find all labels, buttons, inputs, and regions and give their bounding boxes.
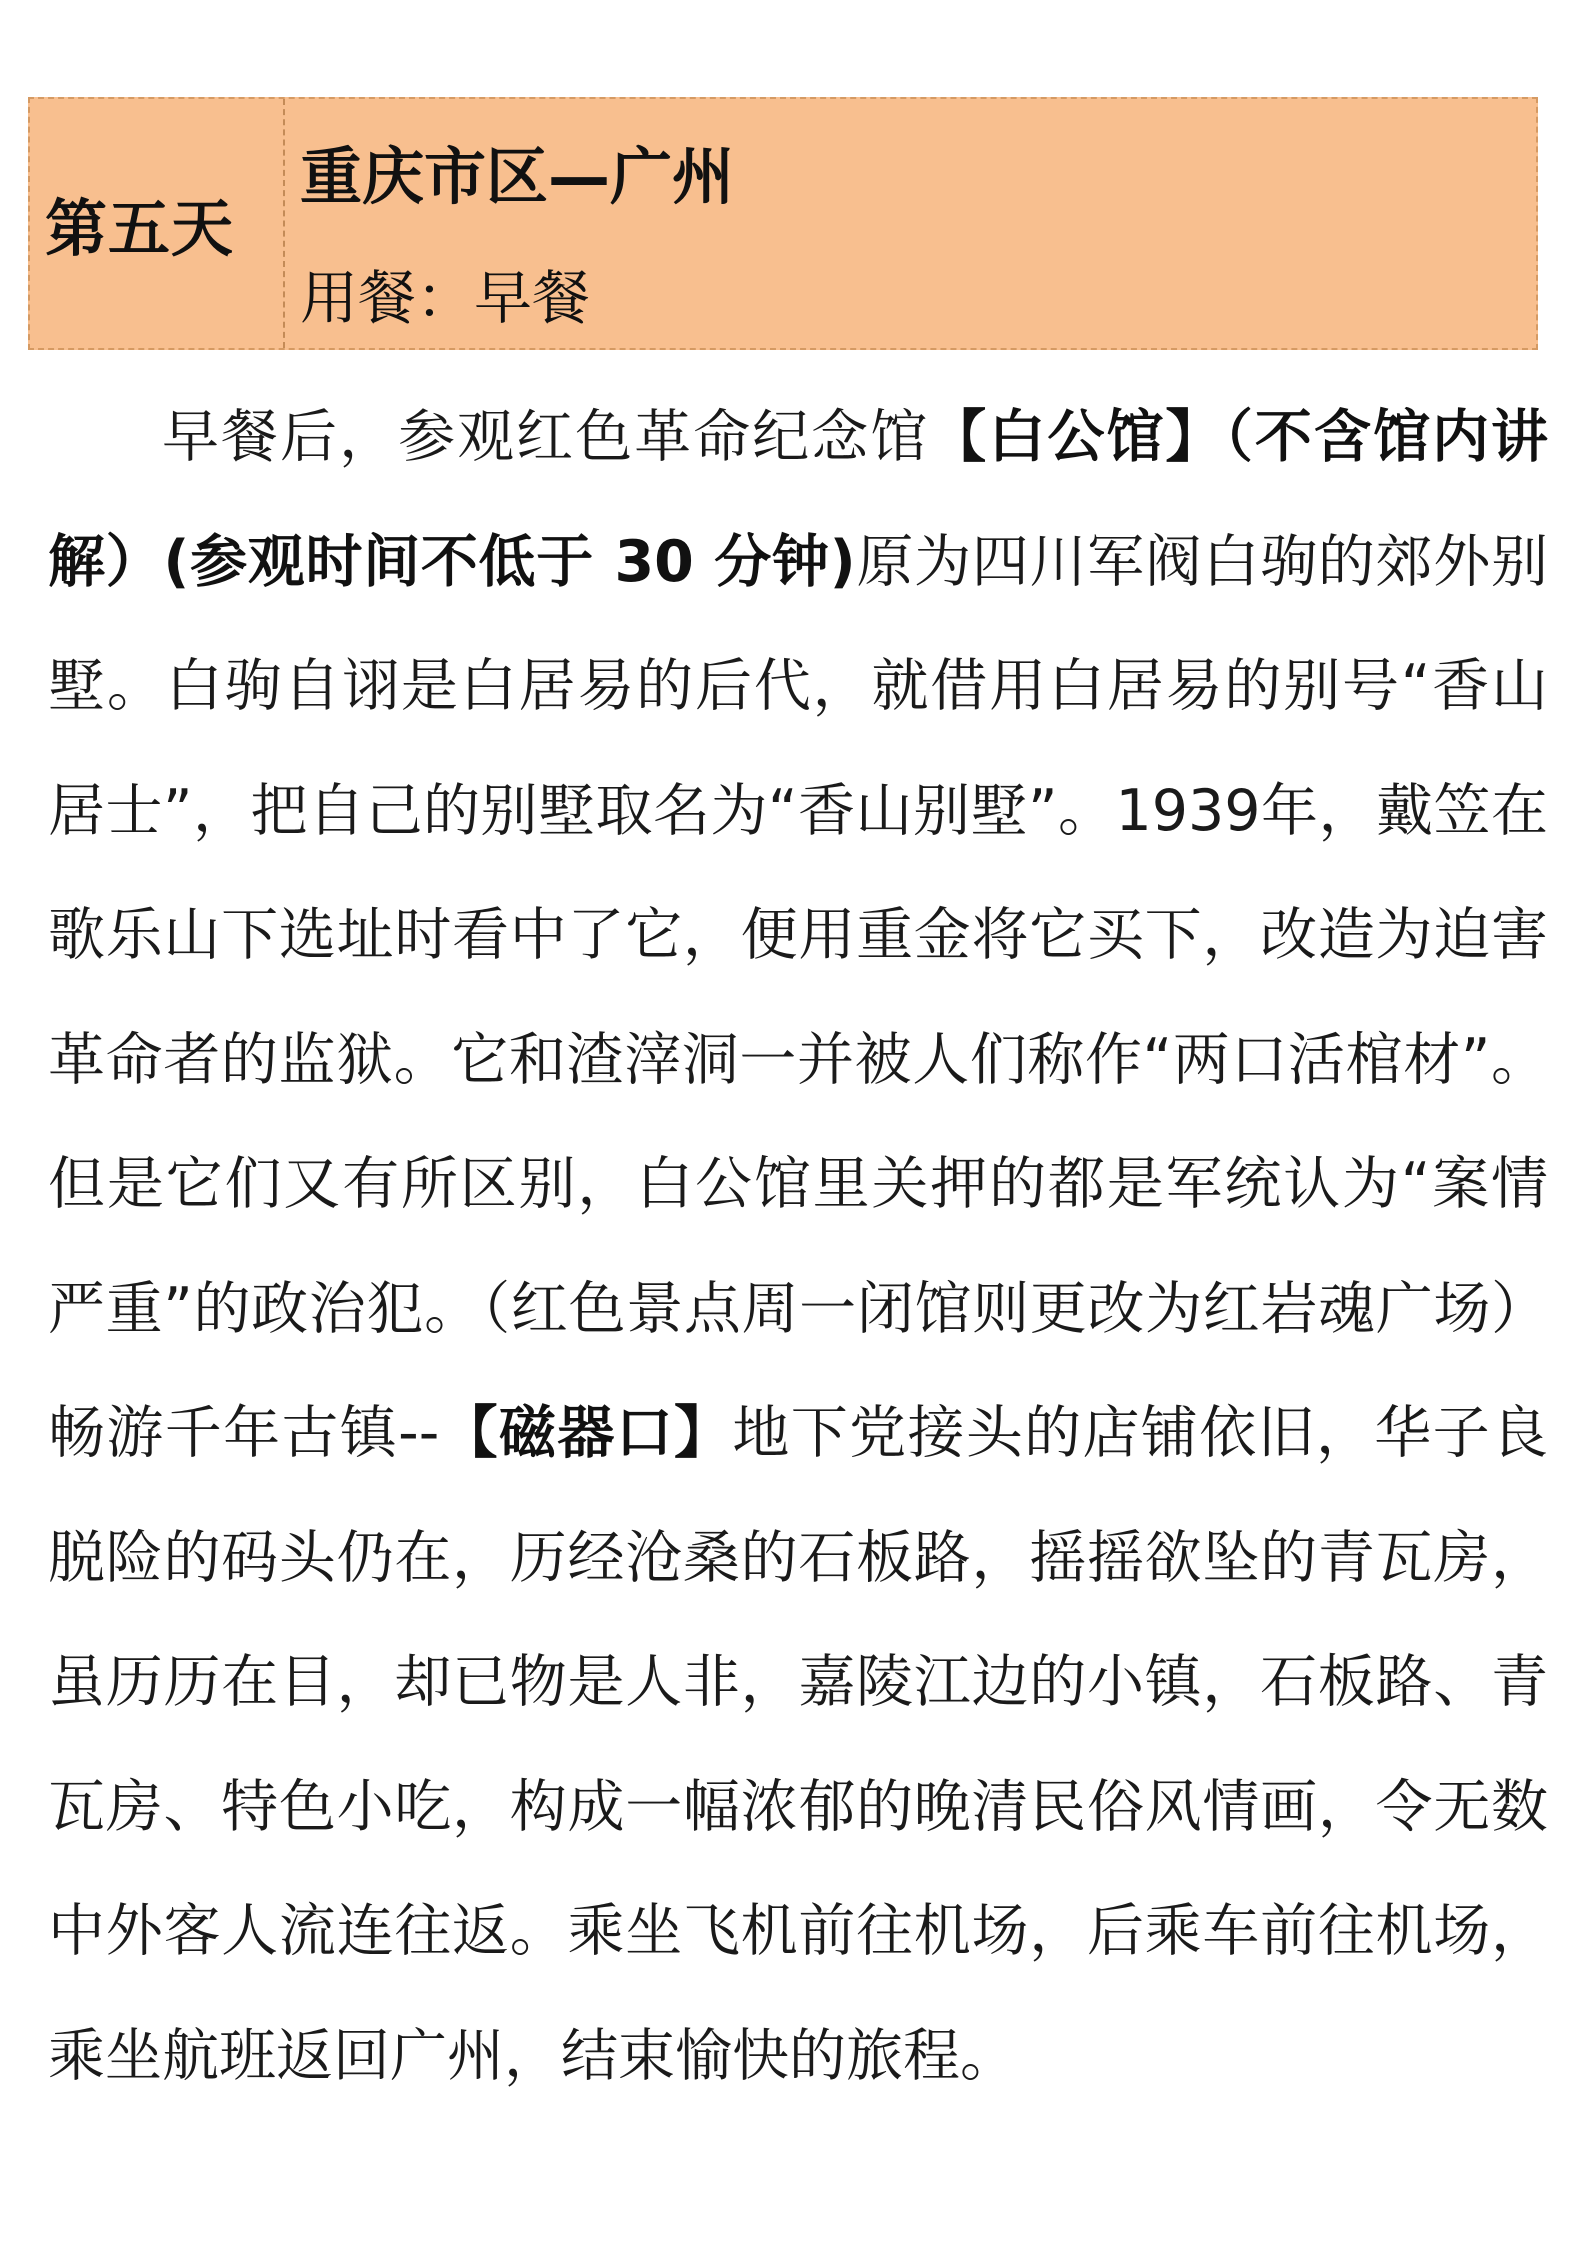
paragraph-text-3: 地下党接头的店铺依旧，华子良脱险的码头仍在，历经沧桑的石板路，摇摇欲坠的青瓦房，虽历历在目，却已物是人非，嘉陵江边的小镇，石板路、青瓦房、特色小吃，构成一幅浓郁的晚清民俗风情画，令无数中外客人流连往返。乘坐飞机前往机场，后乘车前往机场，乘坐航班返回广州，结束愉快的旅程。	[48, 1400, 1549, 2089]
meals-info: 用餐：早餐	[300, 264, 591, 332]
paragraph-text-2: 原为四川军阀白驹的郊外别墅。白驹自诩是白居易的后代，就借用白居易的别号“香山居士”，把自己的别墅取名为“香山别墅”。1939年，戴笠在歌乐山下选址时看中了它，便用重金将它买下，改造为迫害革命者的监狱。它和渣滓洞一并被人们称作“两口活棺材”。但是它们又有所区别，白公馆里关押的都是军统认为“案情严重”的政治犯。（红色景点周一闭馆则更改为红岩魂广场）畅游千年古镇--	[48, 528, 1548, 1466]
day-header	[28, 97, 1538, 350]
day-label: 第五天	[45, 192, 235, 265]
route-title: 重庆市区—广州	[300, 140, 735, 213]
itinerary-paragraph	[48, 375, 1548, 2118]
white-mansion-highlight: 【白公馆】（不含馆内讲解）(参观时间不低于 30 分钟)	[48, 404, 1549, 595]
day-info-cell	[285, 99, 1536, 348]
ciqikou-highlight: 【磁器口】	[439, 1400, 733, 1466]
paragraph-text-1: 早餐后，参观红色革命纪念馆	[162, 404, 930, 470]
day-label-cell	[30, 99, 285, 348]
